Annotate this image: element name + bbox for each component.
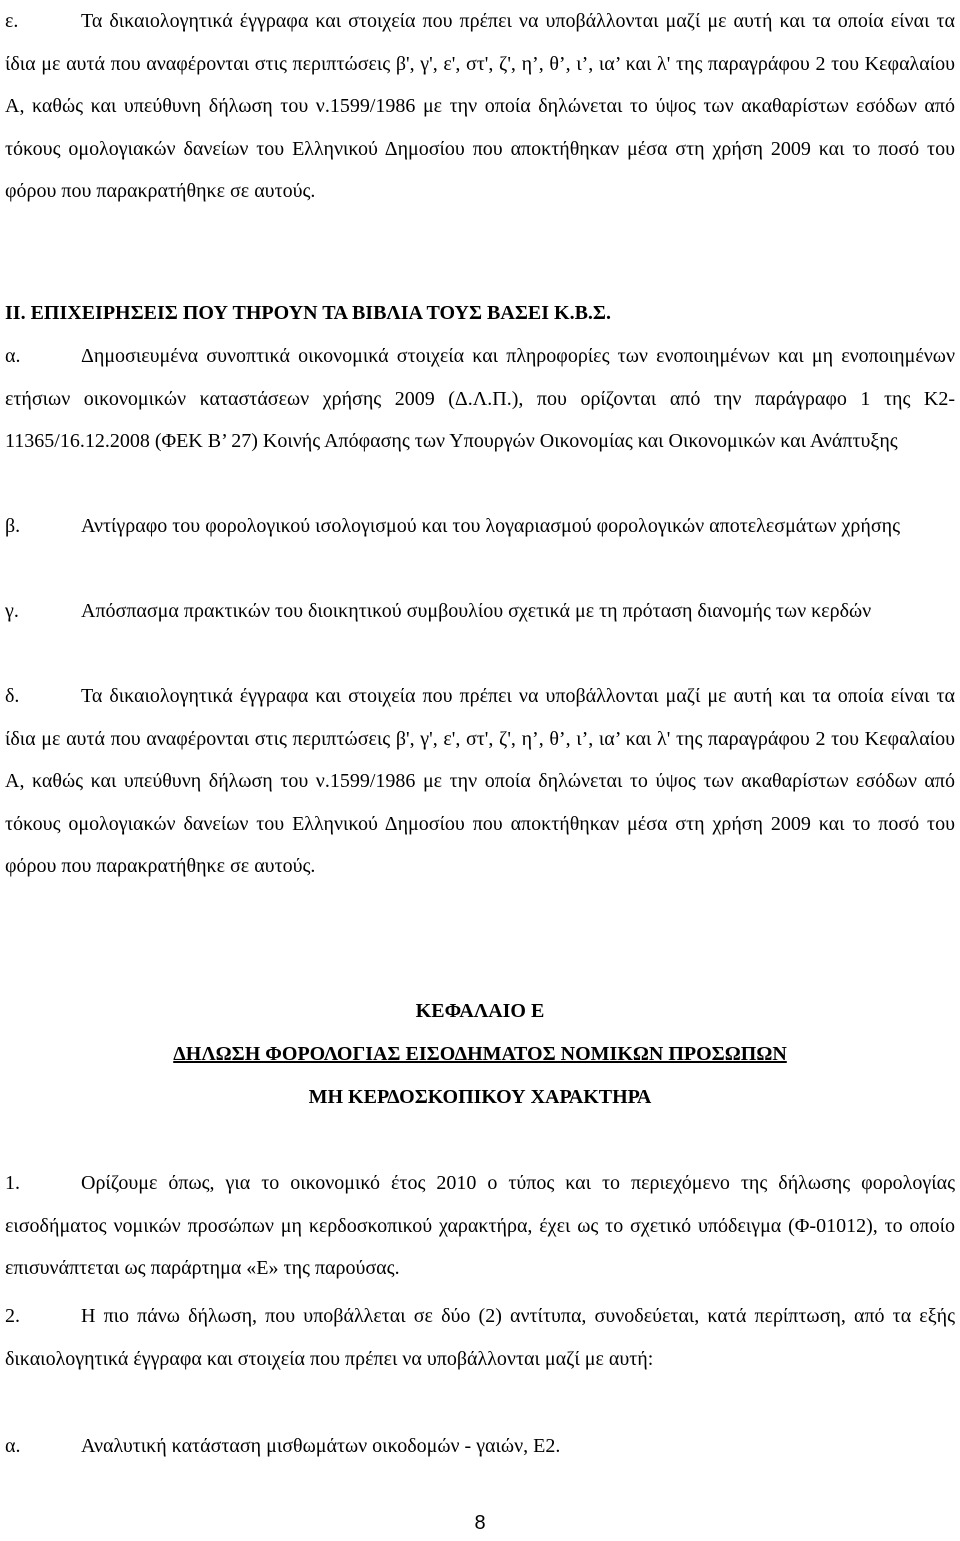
item-label: α. <box>5 345 21 367</box>
item-text: Τα δικαιολογητικά έγγραφα και στοιχεία που πρέπει να υποβάλλονται μαζί με αυτή και τα οποία είναι τα ίδια με αυτά που αναφέρονται στις περιπτώσεις β', γ', ε', στ', ζ', η’, θ’, ι’, ια’ και λ' της παραγράφου 2 του Κεφαλαίου Α, καθώς και υπεύθυνη δήλωση του ν.1599/1986 με την οποία δηλώνεται το ύψος των ακαθαρίστων εσόδων από τόκους ομολογιακών δανείων του Ελληνικού Δημοσίου που αποκτήθηκαν μέσα στη χρήση 2009 και το ποσό του φόρου που παρακρατήθηκε σε αυτούς. <box>5 685 955 877</box>
item-label: β. <box>5 515 21 537</box>
item-text: Δημοσιευμένα συνοπτικά οικονομικά στοιχεία και πληροφορίες των ενοποιημένων και μη ενοποιημένων ετήσιων οικονομικών καταστάσεων χρήσης 2009 (Δ.Λ.Π.), που ορίζονται από την παράγραφο 1 της Κ2-11365/16.12.2008 (ΦΕΚ Β’ 27) Κοινής Απόφασης των Υπουργών Οικονομίας και Οικονομικών και Ανάπτυξης <box>5 345 955 452</box>
item-ii-c <box>5 590 955 633</box>
item-text: Ορίζουμε όπως, για το οικονομικό έτος 2010 ο τύπος και το περιεχόμενο της δήλωσης φορολογίας εισοδήματος νομικών προσώπων μη κερδοσκοπικού χαρακτήρα, έχει ως το σχετικό υπόδειγμα (Φ-01012), το οποίο επισυνάπτεται ως παράρτημα «Ε» της παρούσας. <box>5 1172 955 1279</box>
page-number: 8 <box>474 1512 486 1534</box>
chapter-subtitle-line1-wrap <box>0 1033 960 1076</box>
paragraph-e <box>5 0 955 213</box>
point-2 <box>5 1295 955 1380</box>
item-label: 1. <box>5 1172 20 1194</box>
item-label: γ. <box>5 600 19 622</box>
sub-item-a <box>5 1425 955 1468</box>
item-text: Τα δικαιολογητικά έγγραφα και στοιχεία που πρέπει να υποβάλλονται μαζί με αυτή και τα οποία είναι τα ίδια με αυτά που αναφέρονται στις περιπτώσεις β', γ', ε', στ', ζ', η’, θ’, ι’, ια’ και λ' της παραγράφου 2 του Κεφαλαίου Α, καθώς και υπεύθυνη δήλωση του ν.1599/1986 με την οποία δηλώνεται το ύψος των ακαθαρίστων εσόδων από τόκους ομολογιακών δανείων του Ελληνικού Δημοσίου που αποκτήθηκαν μέσα στη χρήση 2009 και το ποσό του φόρου που παρακρατήθηκε σε αυτούς. <box>5 10 955 202</box>
item-text: Η πιο πάνω δήλωση, που υποβάλλεται σε δύο (2) αντίτυπα, συνοδεύεται, κατά περίπτωση, από τα εξής δικαιολογητικά έγγραφα και στοιχεία που πρέπει να υποβάλλονται μαζί με αυτή: <box>5 1305 955 1370</box>
chapter-subtitle-line1: ΔΗΛΩΣΗ ΦΟΡΟΛΟΓΙΑΣ ΕΙΣΟΔΗΜΑΤΟΣ ΝΟΜΙΚΩΝ ΠΡΟΣΩΠΩΝ <box>173 1043 787 1065</box>
section-heading-ii: ΙΙ. ΕΠΙΧΕΙΡΗΣΕΙΣ ΠΟΥ ΤΗΡΟΥΝ ΤΑ ΒΙΒΛΙΑ ΤΟΥΣ ΒΑΣΕΙ Κ.Β.Σ. <box>5 302 612 324</box>
item-text: Αντίγραφο του φορολογικού ισολογισμού και του λογαριασμού φορολογικών αποτελεσμάτων χρήσης <box>81 515 900 537</box>
chapter-title: ΚΕΦΑΛΑΙΟ Ε <box>415 1000 545 1022</box>
item-ii-a <box>5 335 955 463</box>
item-label: ε. <box>5 10 19 32</box>
item-label: δ. <box>5 685 20 707</box>
chapter-subtitle-line2: ΜΗ ΚΕΡΔΟΣΚΟΠΙΚΟΥ ΧΑΡΑΚΤΗΡΑ <box>308 1086 652 1108</box>
item-text: Απόσπασμα πρακτικών του διοικητικού συμβουλίου σχετικά με τη πρόταση διανομής των κερδών <box>81 600 872 622</box>
item-ii-b <box>5 505 955 548</box>
item-text: Αναλυτική κατάσταση μισθωμάτων οικοδομών - γαιών, Ε2. <box>81 1435 561 1457</box>
point-1 <box>5 1162 955 1290</box>
item-label: α. <box>5 1435 21 1457</box>
item-label: 2. <box>5 1305 20 1327</box>
item-ii-d <box>5 675 955 888</box>
